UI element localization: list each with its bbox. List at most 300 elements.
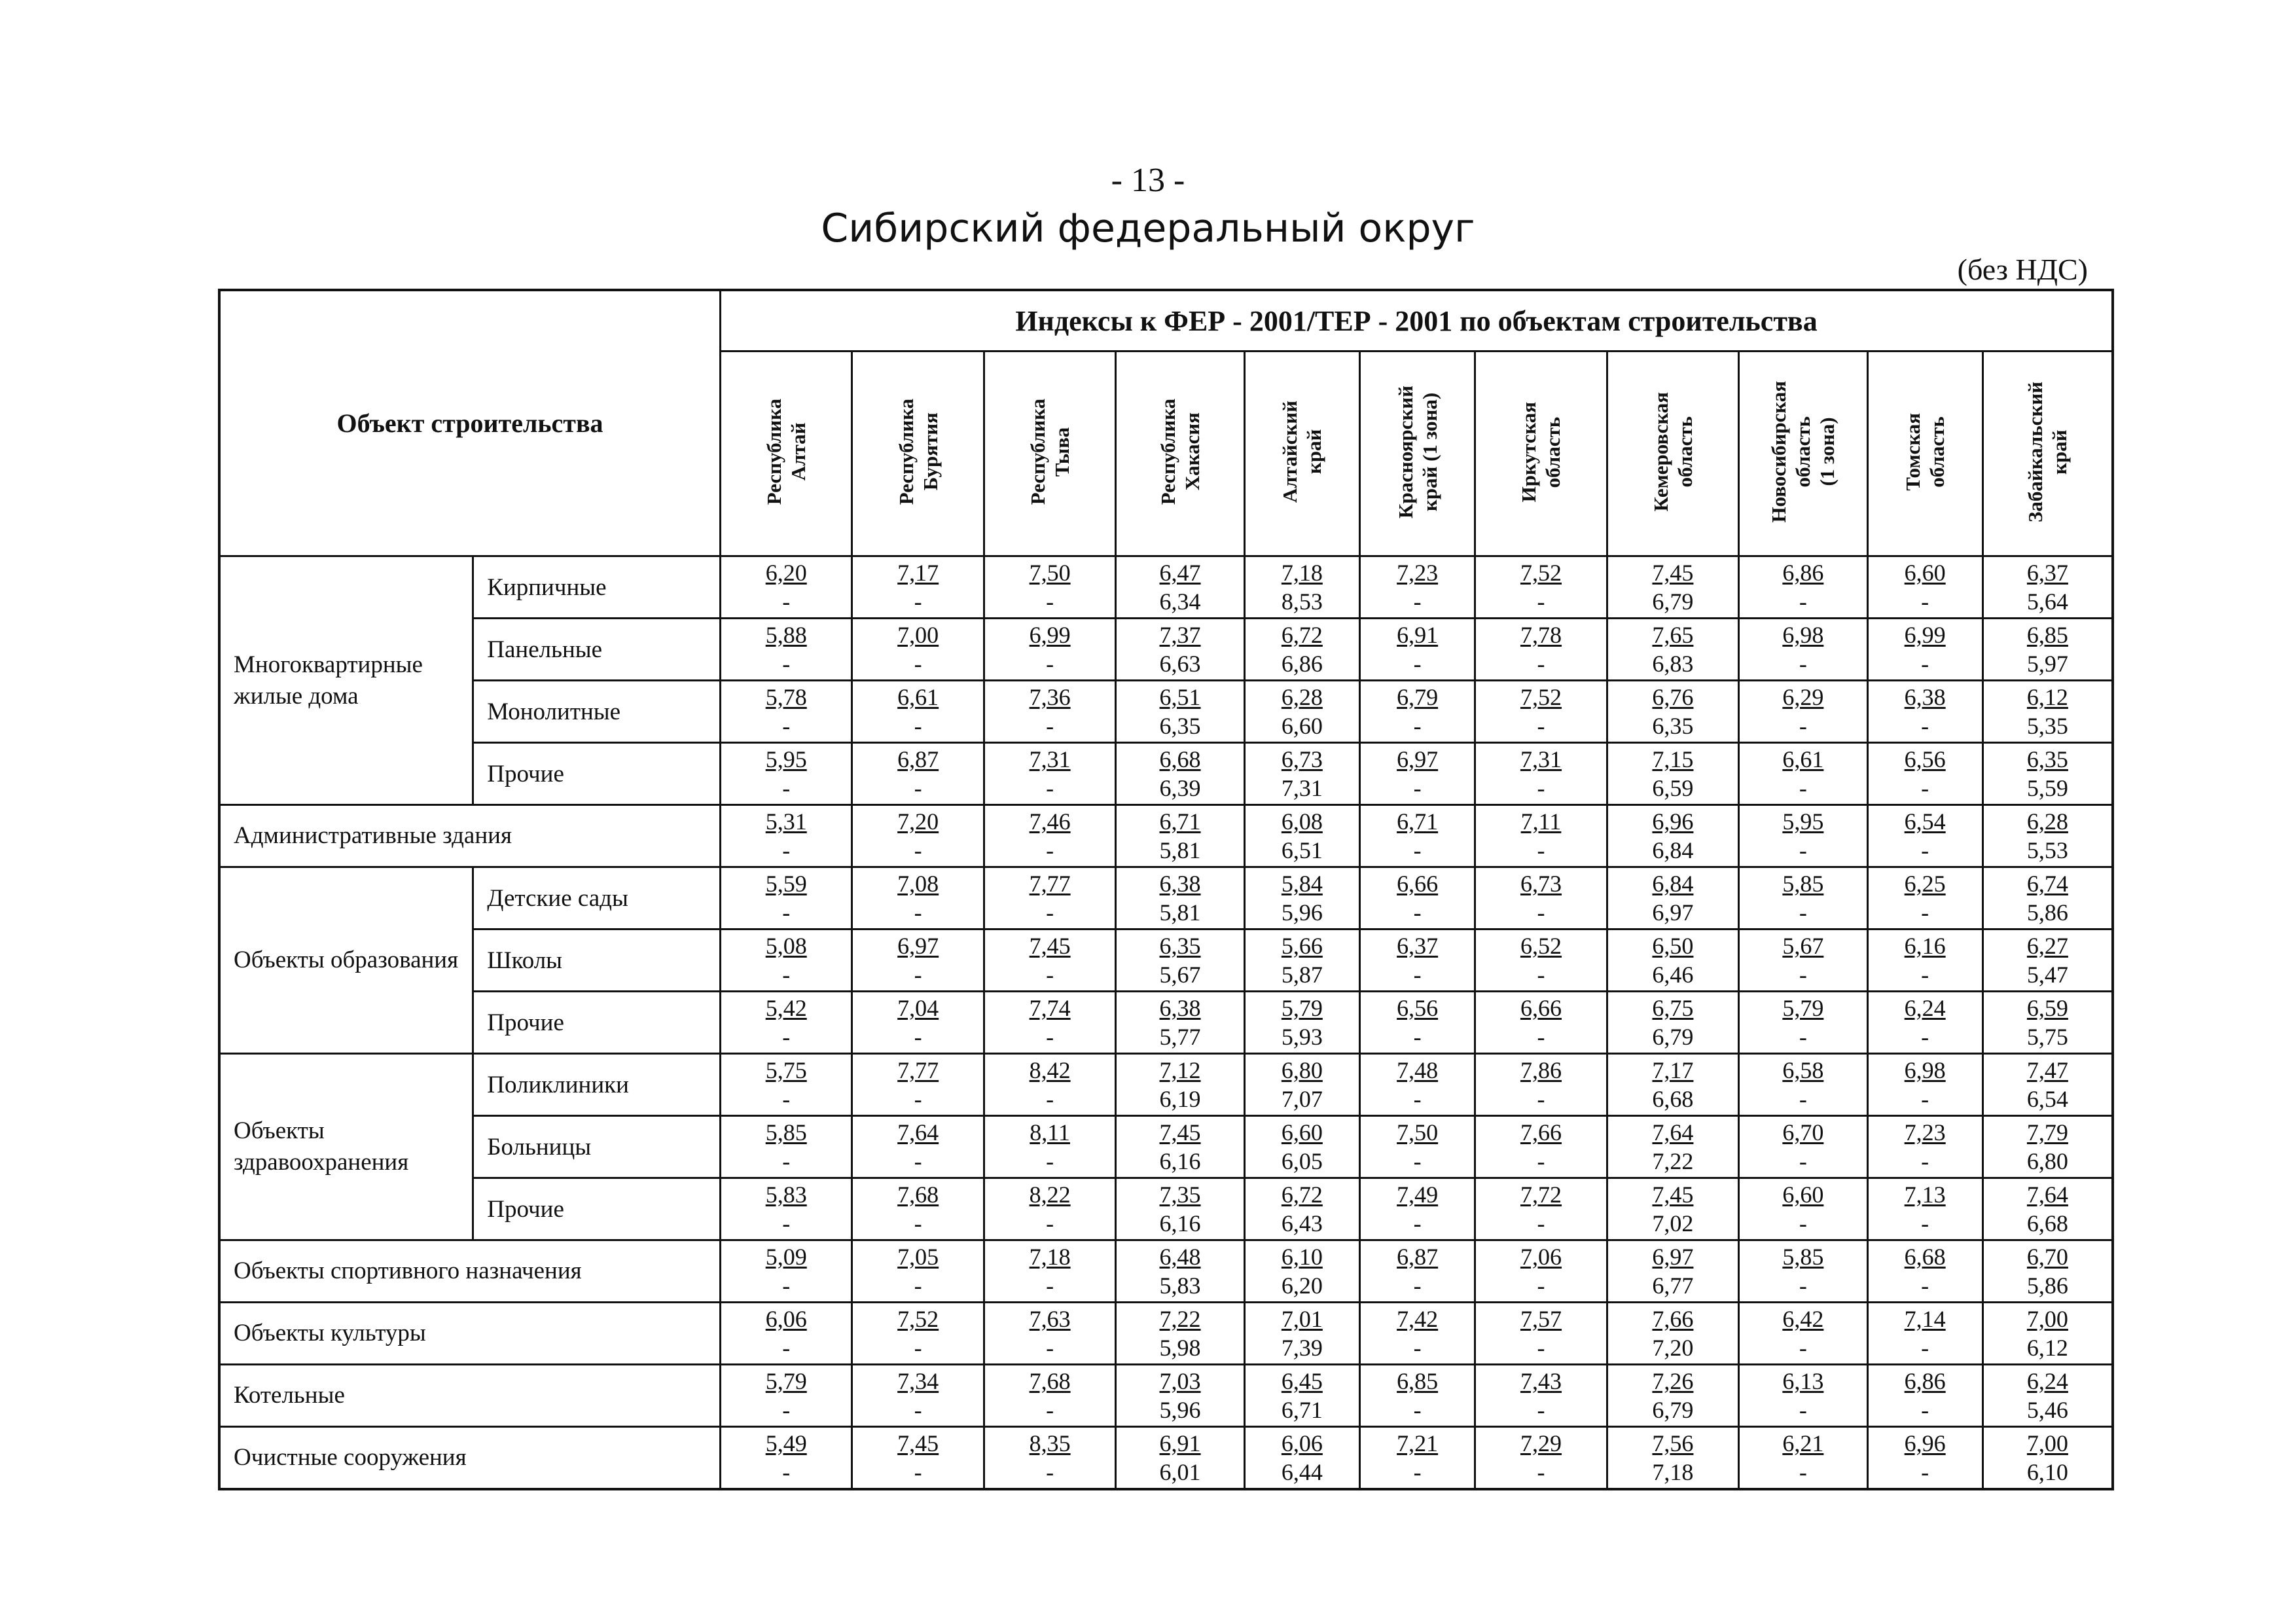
fer-index-value: 6,16 (1904, 933, 1946, 959)
ter-index-value: 6,01 (1159, 1458, 1201, 1485)
fer-index-value: 6,66 (1397, 871, 1439, 897)
index-value-cell (1116, 1240, 1244, 1303)
fer-index-value: 6,21 (1782, 1430, 1824, 1456)
ter-index-value: 5,77 (1159, 1024, 1201, 1050)
region-label: Забайкальский край (2024, 381, 2072, 523)
ter-index-value: 6,05 (1281, 1148, 1323, 1174)
ter-index-value: - (782, 1458, 791, 1485)
fer-index-value: 6,91 (1159, 1430, 1201, 1456)
fer-index-value: 7,11 (1520, 808, 1562, 835)
ter-index-value: - (782, 775, 791, 801)
index-value-cell (1475, 619, 1607, 681)
region-column-header (1116, 352, 1244, 556)
fer-index-value: 6,37 (2026, 560, 2068, 586)
index-value-cell (721, 992, 852, 1054)
index-value-cell (1739, 805, 1867, 867)
fer-index-value: 7,66 (1520, 1119, 1562, 1146)
index-value-cell (1360, 929, 1475, 992)
ter-index-value: 5,96 (1159, 1397, 1201, 1423)
fer-index-value: 6,99 (1029, 622, 1071, 648)
fer-index-value: 7,52 (1520, 684, 1562, 710)
ter-index-value: - (1537, 1148, 1545, 1174)
fer-index-value: 7,45 (1652, 560, 1694, 586)
ter-index-value: - (1046, 1210, 1054, 1236)
fer-index-value: 8,11 (1030, 1119, 1070, 1146)
fer-index-value: 7,86 (1520, 1057, 1562, 1083)
fer-index-value: 7,77 (897, 1057, 939, 1083)
ter-index-value: - (1046, 1335, 1054, 1361)
index-value-cell (1607, 681, 1738, 743)
fer-index-value: 7,00 (2026, 1430, 2068, 1456)
region-label: Республика Алтай (762, 399, 810, 505)
index-value-cell (1116, 1365, 1244, 1427)
fer-index-value: 5,79 (765, 1368, 807, 1394)
fer-index-value: 6,61 (1782, 746, 1824, 772)
fer-index-value: 7,46 (1029, 808, 1071, 835)
fer-index-value: 6,12 (2026, 684, 2068, 710)
index-value-cell (1982, 743, 2113, 805)
ter-index-value: - (1046, 1397, 1054, 1423)
ter-index-value: - (1921, 588, 1929, 615)
index-value-cell (1607, 805, 1738, 867)
region-label: Республика Бурятия (894, 399, 942, 505)
fer-index-value: 6,76 (1652, 684, 1694, 710)
ter-index-value: 6,54 (2026, 1086, 2068, 1112)
index-value-cell (721, 1178, 852, 1240)
ter-index-value: - (1921, 962, 1929, 988)
index-value-cell (721, 743, 852, 805)
index-value-cell (1116, 1116, 1244, 1178)
fer-index-value: 7,74 (1029, 995, 1071, 1021)
fer-index-value: 6,68 (1904, 1244, 1946, 1270)
index-value-cell (1475, 929, 1607, 992)
ter-index-value: - (1921, 713, 1929, 739)
table-row (219, 1365, 2113, 1427)
index-value-cell (1244, 1240, 1359, 1303)
table-header (219, 290, 2113, 556)
index-value-cell (1982, 1240, 2113, 1303)
fer-index-value: 7,29 (1520, 1430, 1562, 1456)
region-label: Томская область (1901, 413, 1949, 491)
ter-index-value: - (1921, 1458, 1929, 1485)
index-value-cell (1982, 556, 2113, 619)
index-value-cell (1116, 743, 1244, 805)
index-value-cell (1867, 1303, 1982, 1365)
index-value-cell (1739, 1365, 1867, 1427)
index-value-cell (1244, 1427, 1359, 1489)
fer-index-value: 6,28 (1281, 684, 1323, 710)
fer-index-value: 5,79 (1782, 995, 1824, 1021)
index-value-cell (1360, 805, 1475, 867)
index-value-cell (1244, 1054, 1359, 1116)
ter-index-value: 5,86 (2026, 899, 2068, 926)
category-cell: Очистные сооружения (219, 1427, 721, 1489)
fer-index-value: 7,66 (1652, 1306, 1694, 1332)
fer-index-value: 6,24 (2026, 1368, 2068, 1394)
fer-index-value: 7,72 (1520, 1182, 1562, 1208)
index-value-cell (1244, 681, 1359, 743)
index-value-cell (1244, 1365, 1359, 1427)
ter-index-value: - (1921, 837, 1929, 863)
index-value-cell (1867, 1240, 1982, 1303)
ter-index-value: 6,35 (1159, 713, 1201, 739)
ter-index-value: - (914, 1458, 922, 1485)
ter-index-value: 7,07 (1281, 1086, 1323, 1112)
index-value-cell (1475, 1178, 1607, 1240)
ter-index-value: - (1413, 713, 1422, 739)
index-value-cell (1244, 992, 1359, 1054)
index-value-cell (1739, 1427, 1867, 1489)
index-value-cell (1867, 1365, 1982, 1427)
index-value-cell (1607, 1365, 1738, 1427)
ter-index-value: - (914, 962, 922, 988)
index-value-cell (1360, 556, 1475, 619)
ter-index-value: - (1921, 775, 1929, 801)
index-value-cell (1244, 805, 1359, 867)
ter-index-value: - (914, 1397, 922, 1423)
index-value-cell (721, 1427, 852, 1489)
ter-index-value: - (1413, 775, 1422, 801)
fer-index-value: 6,52 (1520, 933, 1562, 959)
ter-index-value: 7,20 (1652, 1335, 1694, 1361)
index-value-cell (1360, 1303, 1475, 1365)
index-value-cell (1244, 1116, 1359, 1178)
fer-index-value: 6,38 (1159, 871, 1201, 897)
index-value-cell (1739, 1303, 1867, 1365)
index-value-cell (1739, 1240, 1867, 1303)
ter-index-value: - (1413, 899, 1422, 926)
index-value-cell (852, 992, 984, 1054)
fer-index-value: 7,36 (1029, 684, 1071, 710)
fer-index-value: 7,68 (1029, 1368, 1071, 1394)
fer-index-value: 7,31 (1520, 746, 1562, 772)
index-value-cell (984, 556, 1115, 619)
index-value-cell (1244, 867, 1359, 929)
ter-index-value: - (1921, 651, 1929, 677)
index-value-cell (1116, 681, 1244, 743)
index-value-cell (1116, 805, 1244, 867)
ter-index-value: - (1921, 1397, 1929, 1423)
ter-index-value: 5,35 (2026, 713, 2068, 739)
index-value-cell (1360, 867, 1475, 929)
table-row (219, 1116, 2113, 1178)
ter-index-value: - (1537, 899, 1545, 926)
fer-index-value: 5,88 (765, 622, 807, 648)
category-cell: Объекты образования (219, 867, 473, 1054)
ter-index-value: 6,35 (1652, 713, 1694, 739)
ter-index-value: - (1413, 962, 1422, 988)
fer-index-value: 6,60 (1782, 1182, 1824, 1208)
ter-index-value: - (914, 651, 922, 677)
fer-index-value: 7,49 (1397, 1182, 1439, 1208)
index-value-cell (1739, 1178, 1867, 1240)
ter-index-value: - (1921, 1024, 1929, 1050)
fer-index-value: 6,06 (1281, 1430, 1323, 1456)
index-value-cell (984, 681, 1115, 743)
ter-index-value: - (782, 588, 791, 615)
ter-index-value: - (1413, 837, 1422, 863)
index-value-cell (852, 1365, 984, 1427)
ter-index-value: 5,83 (1159, 1272, 1201, 1299)
index-value-cell (1739, 992, 1867, 1054)
fer-index-value: 7,43 (1520, 1368, 1562, 1394)
ter-index-value: 5,93 (1281, 1024, 1323, 1050)
fer-index-value: 7,21 (1397, 1430, 1439, 1456)
ter-index-value: - (1799, 713, 1807, 739)
index-value-cell (1867, 619, 1982, 681)
fer-index-value: 6,73 (1281, 746, 1323, 772)
index-value-cell (721, 681, 852, 743)
index-value-cell (721, 929, 852, 992)
index-value-cell (1475, 805, 1607, 867)
fer-index-value: 5,85 (1782, 871, 1824, 897)
ter-index-value: 8,53 (1281, 588, 1323, 615)
table-row (219, 1054, 2113, 1116)
fer-index-value: 6,56 (1397, 995, 1439, 1021)
index-value-cell (1360, 992, 1475, 1054)
fer-index-value: 6,59 (2026, 995, 2068, 1021)
fer-index-value: 6,73 (1520, 871, 1562, 897)
fer-index-value: 6,70 (1782, 1119, 1824, 1146)
index-value-cell (1867, 1178, 1982, 1240)
fer-index-value: 6,75 (1652, 995, 1694, 1021)
index-value-cell (1739, 867, 1867, 929)
fer-index-value: 7,52 (1520, 560, 1562, 586)
index-value-cell (721, 1365, 852, 1427)
ter-index-value: - (782, 1086, 791, 1112)
fer-index-value: 6,56 (1904, 746, 1946, 772)
index-value-cell (1475, 1365, 1607, 1427)
fer-index-value: 6,45 (1281, 1368, 1323, 1394)
ter-index-value: - (1537, 1210, 1545, 1236)
index-value-cell (1739, 556, 1867, 619)
fer-index-value: 6,38 (1904, 684, 1946, 710)
index-value-cell (1607, 1054, 1738, 1116)
fer-index-value: 6,38 (1159, 995, 1201, 1021)
ter-index-value: 7,22 (1652, 1148, 1694, 1174)
index-value-cell (1982, 1303, 2113, 1365)
category-cell: Котельные (219, 1365, 721, 1427)
ter-index-value: - (1799, 1272, 1807, 1299)
index-value-cell (1360, 619, 1475, 681)
index-value-cell (1739, 1116, 1867, 1178)
fer-index-value: 7,18 (1029, 1244, 1071, 1270)
index-value-cell (1116, 1303, 1244, 1365)
ter-index-value: - (1537, 1024, 1545, 1050)
index-value-cell (1116, 556, 1244, 619)
fer-index-value: 5,84 (1281, 871, 1323, 897)
fer-index-value: 6,74 (2026, 871, 2068, 897)
fer-index-value: 8,42 (1029, 1057, 1071, 1083)
ter-index-value: 5,75 (2026, 1024, 2068, 1050)
ter-index-value: - (782, 837, 791, 863)
ter-index-value: - (914, 1210, 922, 1236)
category-cell: Объекты спортивного назначения (219, 1240, 721, 1303)
index-value-cell (1739, 1054, 1867, 1116)
fer-index-value: 7,64 (897, 1119, 939, 1146)
ter-index-value: - (1046, 1148, 1054, 1174)
ter-index-value: - (782, 1024, 791, 1050)
index-value-cell (1982, 867, 2113, 929)
fer-index-value: 6,87 (1397, 1244, 1439, 1270)
index-value-cell (984, 805, 1115, 867)
table-row (219, 1240, 2113, 1303)
ter-index-value: - (1921, 1272, 1929, 1299)
index-value-cell (1982, 805, 2113, 867)
fer-index-value: 6,97 (1652, 1244, 1694, 1270)
index-value-cell (852, 556, 984, 619)
fer-index-value: 7,35 (1159, 1182, 1201, 1208)
ter-index-value: - (1799, 588, 1807, 615)
fer-index-value: 6,96 (1652, 808, 1694, 835)
fer-index-value: 7,56 (1652, 1430, 1694, 1456)
fer-index-value: 6,87 (897, 746, 939, 772)
fer-index-value: 7,05 (897, 1244, 939, 1270)
table-row (219, 867, 2113, 929)
ter-index-value: - (1046, 899, 1054, 926)
index-value-cell (1607, 1240, 1738, 1303)
fer-index-value: 6,47 (1159, 560, 1201, 586)
region-column-header (721, 352, 852, 556)
vat-note: (без НДС) (1957, 253, 2088, 286)
fer-index-value: 6,86 (1782, 560, 1824, 586)
index-value-cell (852, 805, 984, 867)
ter-index-value: 5,46 (2026, 1397, 2068, 1423)
subcategory-cell: Детские сады (473, 867, 721, 929)
index-value-cell (1475, 681, 1607, 743)
index-value-cell (1360, 1054, 1475, 1116)
index-value-cell (852, 681, 984, 743)
fer-index-value: 7,79 (2026, 1119, 2068, 1146)
ter-index-value: 6,79 (1652, 1024, 1694, 1050)
fer-index-value: 6,84 (1652, 871, 1694, 897)
ter-index-value: - (1537, 651, 1545, 677)
ter-index-value: - (1413, 588, 1422, 615)
index-value-cell (1244, 619, 1359, 681)
index-value-cell (1116, 1178, 1244, 1240)
fer-index-value: 6,50 (1652, 933, 1694, 959)
fer-index-value: 6,27 (2026, 933, 2068, 959)
fer-index-value: 5,67 (1782, 933, 1824, 959)
fer-index-value: 6,60 (1281, 1119, 1323, 1146)
index-value-cell (1739, 743, 1867, 805)
index-value-cell (852, 929, 984, 992)
table-row (219, 619, 2113, 681)
fer-index-value: 7,77 (1029, 871, 1071, 897)
fer-index-value: 7,22 (1159, 1306, 1201, 1332)
subcategory-cell: Прочие (473, 992, 721, 1054)
index-value-cell (1360, 1240, 1475, 1303)
table-row (219, 1178, 2113, 1240)
ter-index-value: 6,20 (1281, 1272, 1323, 1299)
fer-index-value: 6,42 (1782, 1306, 1824, 1332)
fer-index-value: 7,23 (1397, 560, 1439, 586)
ter-index-value: - (782, 651, 791, 677)
ter-index-value: - (914, 1024, 922, 1050)
ter-index-value: 5,87 (1281, 962, 1323, 988)
region-column-header (984, 352, 1115, 556)
ter-index-value: - (1537, 962, 1545, 988)
fer-index-value: 7,00 (897, 622, 939, 648)
index-value-cell (852, 1178, 984, 1240)
fer-index-value: 6,37 (1397, 933, 1439, 959)
ter-index-value: 6,68 (2026, 1210, 2068, 1236)
index-value-cell (984, 743, 1115, 805)
ter-index-value: 6,59 (1652, 775, 1694, 801)
index-value-cell (1867, 743, 1982, 805)
index-value-cell (1116, 929, 1244, 992)
index-value-cell (852, 743, 984, 805)
index-value-cell (852, 619, 984, 681)
ter-index-value: - (1413, 1335, 1422, 1361)
table-row (219, 556, 2113, 619)
fer-index-value: 5,66 (1281, 933, 1323, 959)
fer-index-value: 6,98 (1782, 622, 1824, 648)
ter-index-value: - (914, 1148, 922, 1174)
fer-index-value: 6,80 (1281, 1057, 1323, 1083)
fer-index-value: 7,50 (1397, 1119, 1439, 1146)
index-value-cell (1867, 992, 1982, 1054)
fer-index-value: 5,95 (765, 746, 807, 772)
region-label: Кемеровская область (1649, 392, 1696, 512)
fer-index-value: 6,70 (2026, 1244, 2068, 1270)
ter-index-value: - (1921, 1335, 1929, 1361)
fer-index-value: 5,95 (1782, 808, 1824, 835)
ter-index-value: - (1537, 1086, 1545, 1112)
fer-index-value: 7,12 (1159, 1057, 1201, 1083)
index-value-cell (1475, 992, 1607, 1054)
index-value-cell (1867, 556, 1982, 619)
ter-index-value: 6,83 (1652, 651, 1694, 677)
fer-index-value: 7,03 (1159, 1368, 1201, 1394)
index-value-cell (721, 805, 852, 867)
ter-index-value: - (1537, 1335, 1545, 1361)
ter-index-value: - (1046, 651, 1054, 677)
fer-index-value: 7,48 (1397, 1057, 1439, 1083)
ter-index-value: 6,12 (2026, 1335, 2068, 1361)
ter-index-value: - (914, 775, 922, 801)
ter-index-value: 5,97 (2026, 651, 2068, 677)
region-column-header (1360, 352, 1475, 556)
fer-index-value: 6,85 (2026, 622, 2068, 648)
region-label: Иркутская область (1517, 401, 1565, 503)
subcategory-cell: Кирпичные (473, 556, 721, 619)
fer-index-value: 5,85 (1782, 1244, 1824, 1270)
fer-index-value: 7,45 (1159, 1119, 1201, 1146)
ter-index-value: 6,86 (1281, 651, 1323, 677)
fer-index-value: 6,86 (1904, 1368, 1946, 1394)
index-value-cell (1475, 556, 1607, 619)
fer-index-value: 7,42 (1397, 1306, 1439, 1332)
fer-index-value: 6,71 (1159, 808, 1201, 835)
ter-index-value: - (1921, 899, 1929, 926)
ter-index-value: - (1046, 962, 1054, 988)
index-value-cell (852, 1240, 984, 1303)
index-value-cell (1867, 867, 1982, 929)
region-label: Республика Хакасия (1157, 399, 1204, 505)
fer-index-value: 6,72 (1281, 1182, 1323, 1208)
ter-index-value: - (1799, 962, 1807, 988)
fer-index-value: 7,64 (2026, 1182, 2068, 1208)
fer-index-value: 7,17 (1652, 1057, 1694, 1083)
ter-index-value: - (1537, 837, 1545, 863)
fer-index-value: 6,68 (1159, 746, 1201, 772)
index-value-cell (1607, 1116, 1738, 1178)
subcategory-cell: Монолитные (473, 681, 721, 743)
ter-index-value: 6,34 (1159, 588, 1201, 615)
ter-index-value: - (1537, 1458, 1545, 1485)
index-value-cell (1607, 992, 1738, 1054)
